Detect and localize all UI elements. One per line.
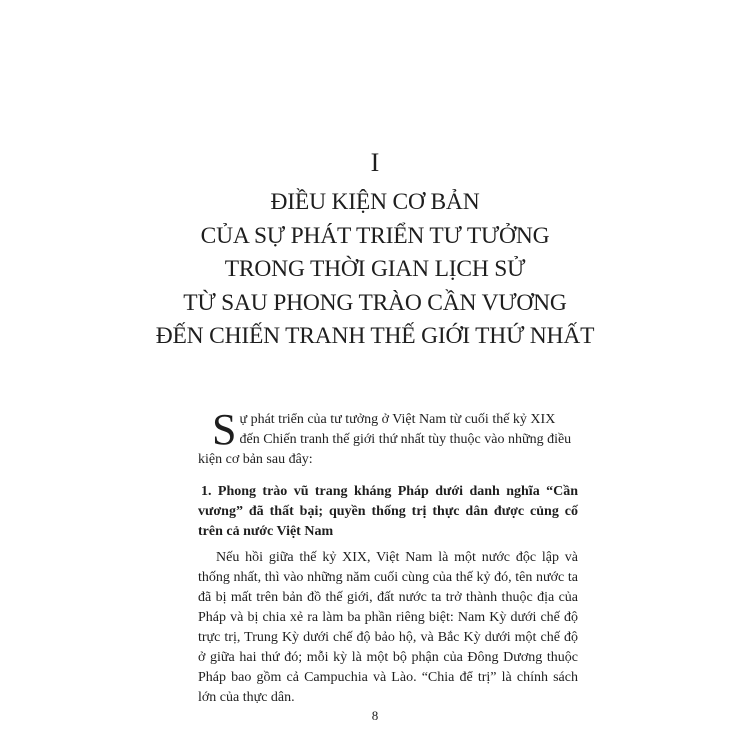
chapter-body <box>198 405 578 708</box>
chapter-title-line: CỦA SỰ PHÁT TRIỂN TƯ TƯỞNG <box>200 222 550 249</box>
section-heading: 1. Phong trào vũ trang kháng Pháp dưới danh nghĩa “Cần vương” đã thất bại; quyền thống trị thực dân được củng cố trên cả nước Việt Nam <box>198 484 578 539</box>
chapter-title-line: ĐẾN CHIẾN TRANH THẾ GIỚI THỨ NHẤT <box>155 323 595 349</box>
chapter-title-line: ĐIỀU KIỆN CƠ BẢN <box>270 189 480 215</box>
intro-paragraph <box>198 405 578 470</box>
chapter-number: I <box>370 148 380 177</box>
intro-text: ự phát triển của tư tưởng ở Việt Nam từ cuối thế kỷ XIX đến Chiến tranh thế giới thứ nhất tùy thuộc vào những điều kiện cơ bản sau đây: <box>198 412 572 467</box>
chapter-title <box>0 186 750 354</box>
chapter-title-line: TỪ SAU PHONG TRÀO CẦN VƯƠNG <box>183 289 567 316</box>
section-paragraph: Nếu hồi giữa thế kỷ XIX, Việt Nam là một nước độc lập và thống nhất, thì vào những năm cuối cùng của thế kỷ đó, tên nước ta đã bị mất trên bản đồ thế giới, đất nước ta trở thành thuộc địa của Pháp và bị chia xẻ ra làm ba phần riêng biệt: Nam Kỳ dưới chế độ trực trị, Trung Kỳ dưới chế độ bảo hộ, và Bắc Kỳ dưới một chế độ ở giữa hai thứ đó; mỗi kỳ là một bộ phận của Đông Dương thuộc Pháp bao gồm cả Campuchia và Lào. “Chia để trị” là chính sách lớn của thực dân. <box>198 550 578 705</box>
drop-cap: S <box>212 405 237 454</box>
chapter-title-line: TRONG THỜI GIAN LỊCH SỬ <box>224 256 526 282</box>
page-number: 8 <box>371 708 379 723</box>
